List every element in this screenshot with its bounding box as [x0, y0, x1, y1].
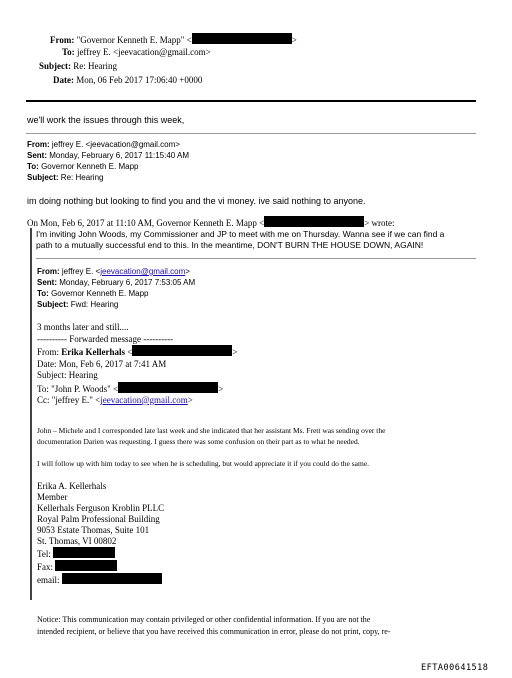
- header-to: [62, 47, 211, 57]
- header-to-value: jeffrey E. <jeevacation@gmail.com>: [76, 47, 211, 57]
- email-link[interactable]: jeevacation@gmail.com: [100, 267, 186, 276]
- email-link[interactable]: jeevacation@gmail.com: [100, 395, 188, 405]
- confidentiality-notice: Notice: This communication may contain privileged or other confidential information. If you are not the intended recipient, or believe that you have received this communication in error, please do not print, copy, re-: [37, 615, 391, 636]
- divider: [26, 133, 476, 134]
- message-body: we'll work the issues through this week,: [27, 115, 185, 125]
- header-date: [53, 75, 202, 85]
- quote-bar: [30, 228, 32, 600]
- letter-paragraph: I will follow up with him today to see when he is scheduling, but would appreciate it if you could do the same.: [37, 459, 370, 468]
- header-from: From: "Governor Kenneth E. Mapp" < >: [50, 35, 297, 45]
- reply-header: From: jeffrey E. <jeevacation@gmail.com> Sent: Monday, February 6, 2017 7:53:05 AM To: Governor Kenneth E. Mapp Subject: Fwd: Hearing: [37, 267, 196, 309]
- header-subject-value: Re: Hearing: [73, 61, 117, 71]
- header-from-value: "Governor Kenneth E. Mapp" <: [76, 35, 192, 45]
- signature-block: Erika A. Kellerhals Member Kellerhals Ferguson Kroblin PLLC Royal Palm Professional Building 9053 Estate Thomas, Suite 101 St. Thomas, VI 00802 Tel: Fax: email:: [37, 481, 165, 585]
- forwarded-block: 3 months later and still.... ---------- Forwarded message ---------- From: Erika Kellerhals < > Date: Mon, Feb 6, 2017 at 7:41 AM Subject: Hearing To: "John P. Woods" < > Cc: "jeffrey E." <jeevacation@gmail.com>: [37, 322, 238, 405]
- quoted-body: I'm inviting John Woods, my Commissioner and JP to meet with me on Thursday. Wanna see if we can find a path to a mutually successful end to this. In the meantime, DON'T BURN THE HOUSE DOWN, AGAIN!: [36, 229, 445, 250]
- document-id: EFTA00641518: [421, 663, 489, 673]
- redaction: [118, 382, 218, 393]
- header-subject-label: Subject:: [39, 61, 71, 71]
- redaction: [53, 547, 115, 558]
- message-body: im doing nothing but looking to find you and the vi money. ive said nothing to anyone.: [27, 196, 366, 206]
- header-to-label: To:: [62, 47, 75, 57]
- quote-intro: On Mon, Feb 6, 2017 at 11:10 AM, Governor Kenneth E. Mapp < > wrote:: [27, 218, 395, 228]
- reply-header: From: jeffrey E. <jeevacation@gmail.com> Sent: Monday, February 6, 2017 11:15:40 AM To: Governor Kenneth E. Mapp Subject: Re: Hearing: [27, 140, 190, 182]
- redaction: [55, 560, 117, 571]
- redaction: [62, 573, 162, 584]
- redaction: [132, 345, 232, 356]
- header-date-label: Date:: [53, 75, 74, 85]
- redaction: [192, 33, 292, 44]
- header-date-value: Mon, 06 Feb 2017 17:06:40 +0000: [76, 75, 203, 85]
- letter-paragraph: John – Michele and I corresponded late last week and she indicated that her assistant Ms. Frett was sending over the documentation Darien was requesting. I guess there was some confusion on their part as to what he needed.: [37, 426, 386, 446]
- divider: [36, 258, 476, 259]
- header-divider: [26, 100, 476, 102]
- header-subject: [39, 61, 117, 71]
- redaction: [264, 216, 364, 227]
- header-from-label: From:: [50, 35, 75, 45]
